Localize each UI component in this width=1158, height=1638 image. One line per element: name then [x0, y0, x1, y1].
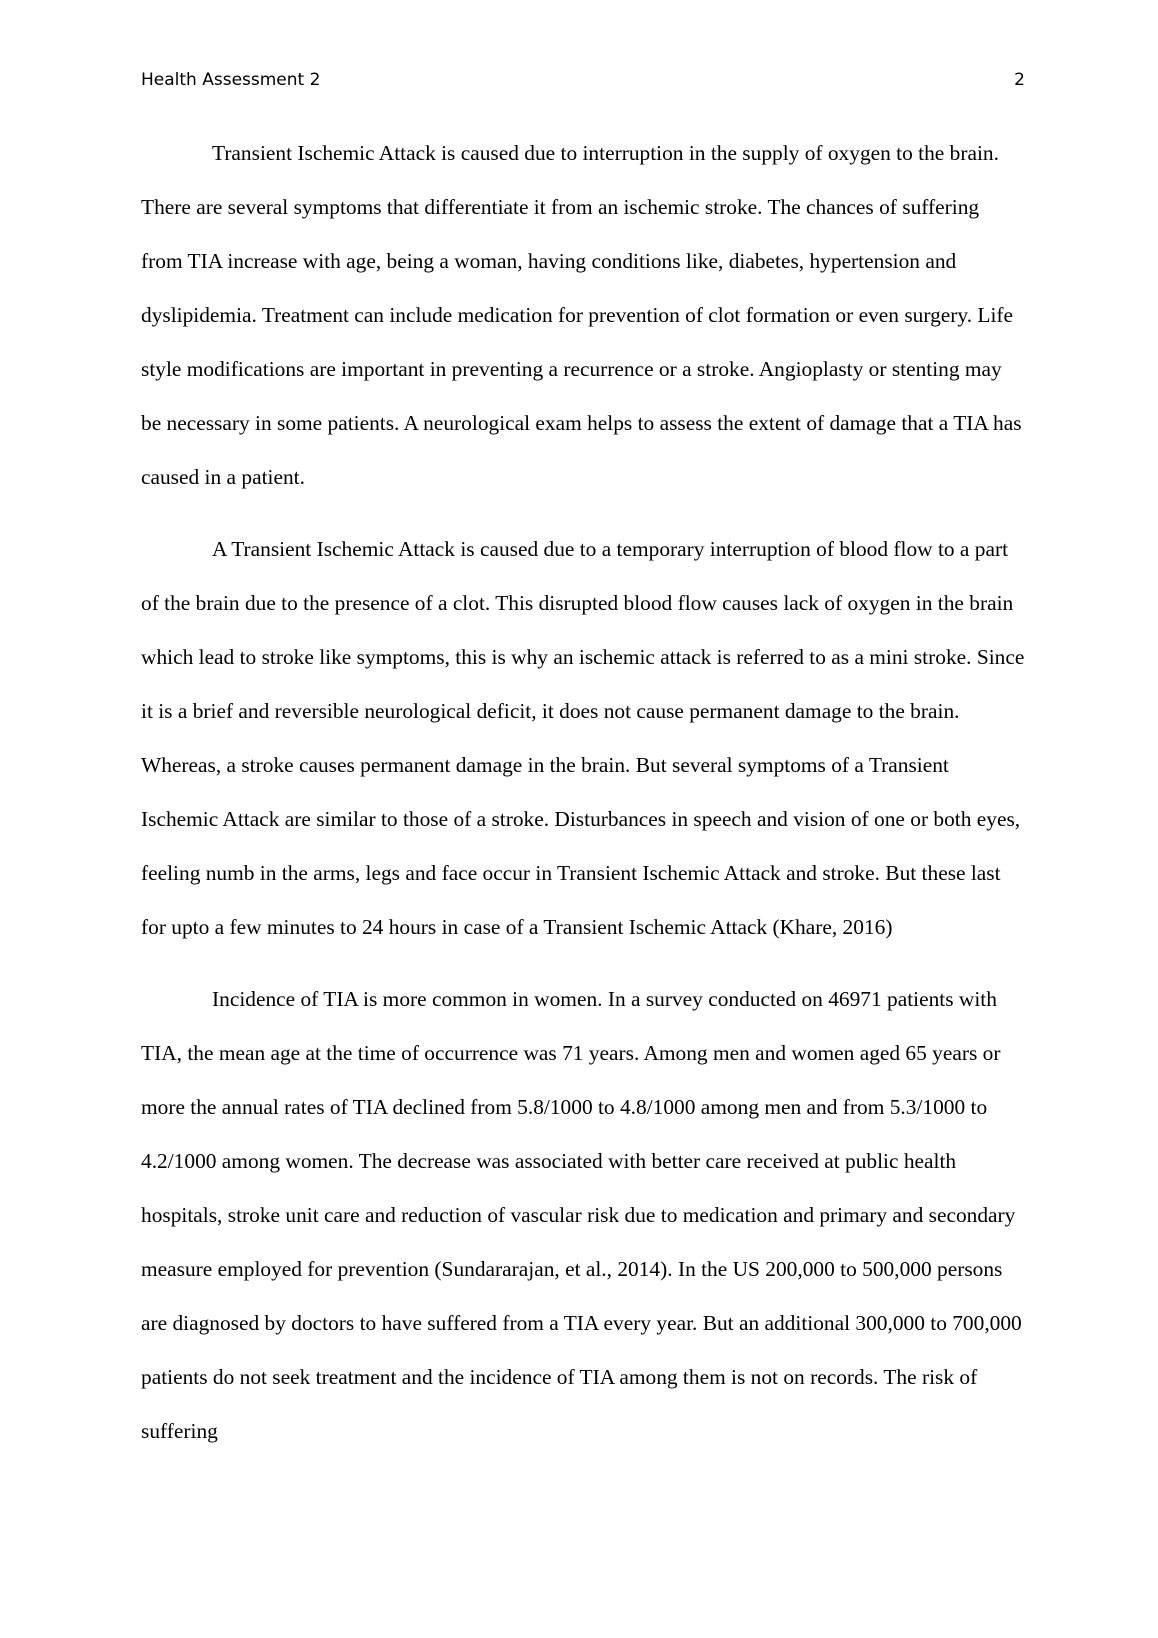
page-number: 2 — [1014, 70, 1025, 90]
header-title: Health Assessment 2 — [141, 70, 321, 90]
paragraph-tia-overview: Transient Ischemic Attack is caused due to interruption in the supply of oxygen to the brain. There are several symptoms that differentiate it from an ischemic stroke. The chances of suffering from TIA increase with age, being a woman, having conditions like, diabetes, hypertension and dyslipidemia. Treatment can include medication for prevention of clot formation or even surgery. Life style modifications are important in preventing a recurrence or a stroke. Angioplasty or stenting may be necessary in some patients. A neurological exam helps to assess the extent of damage that a TIA has caused in a patient. — [141, 141, 1022, 489]
paragraph-tia-incidence: Incidence of TIA is more common in women. In a survey conducted on 46971 patients with TIA, the mean age at the time of occurrence was 71 years. Among men and women aged 65 years or more the annual rates of TIA declined from 5.8/1000 to 4.8/1000 among men and from 5.3/1000 to 4.2/1000 among women. The decrease was associated with better care received at public health hospitals, stroke unit care and reduction of vascular risk due to medication and primary and secondary measure employed for prevention (Sundararajan, et al., 2014). In the US 200,000 to 500,000 persons are diagnosed by doctors to have suffered from a TIA every year. But an additional 300,000 to 700,000 patients do not seek treatment and the incidence of TIA among them is not on records. The risk of suffering — [141, 987, 1022, 1443]
document-body — [141, 126, 1025, 1476]
page-header — [141, 70, 1025, 94]
paragraph-tia-cause-symptoms: A Transient Ischemic Attack is caused due to a temporary interruption of blood flow to a part of the brain due to the presence of a clot. This disrupted blood flow causes lack of oxygen in the brain which lead to stroke like symptoms, this is why an ischemic attack is referred to as a mini stroke. Since it is a brief and reversible neurological deficit, it does not cause permanent damage to the brain. Whereas, a stroke causes permanent damage in the brain. But several symptoms of a Transient Ischemic Attack are similar to those of a stroke. Disturbances in speech and vision of one or both eyes, feeling numb in the arms, legs and face occur in Transient Ischemic Attack and stroke. But these last for upto a few minutes to 24 hours in case of a Transient Ischemic Attack (Khare, 2016) — [141, 537, 1025, 939]
